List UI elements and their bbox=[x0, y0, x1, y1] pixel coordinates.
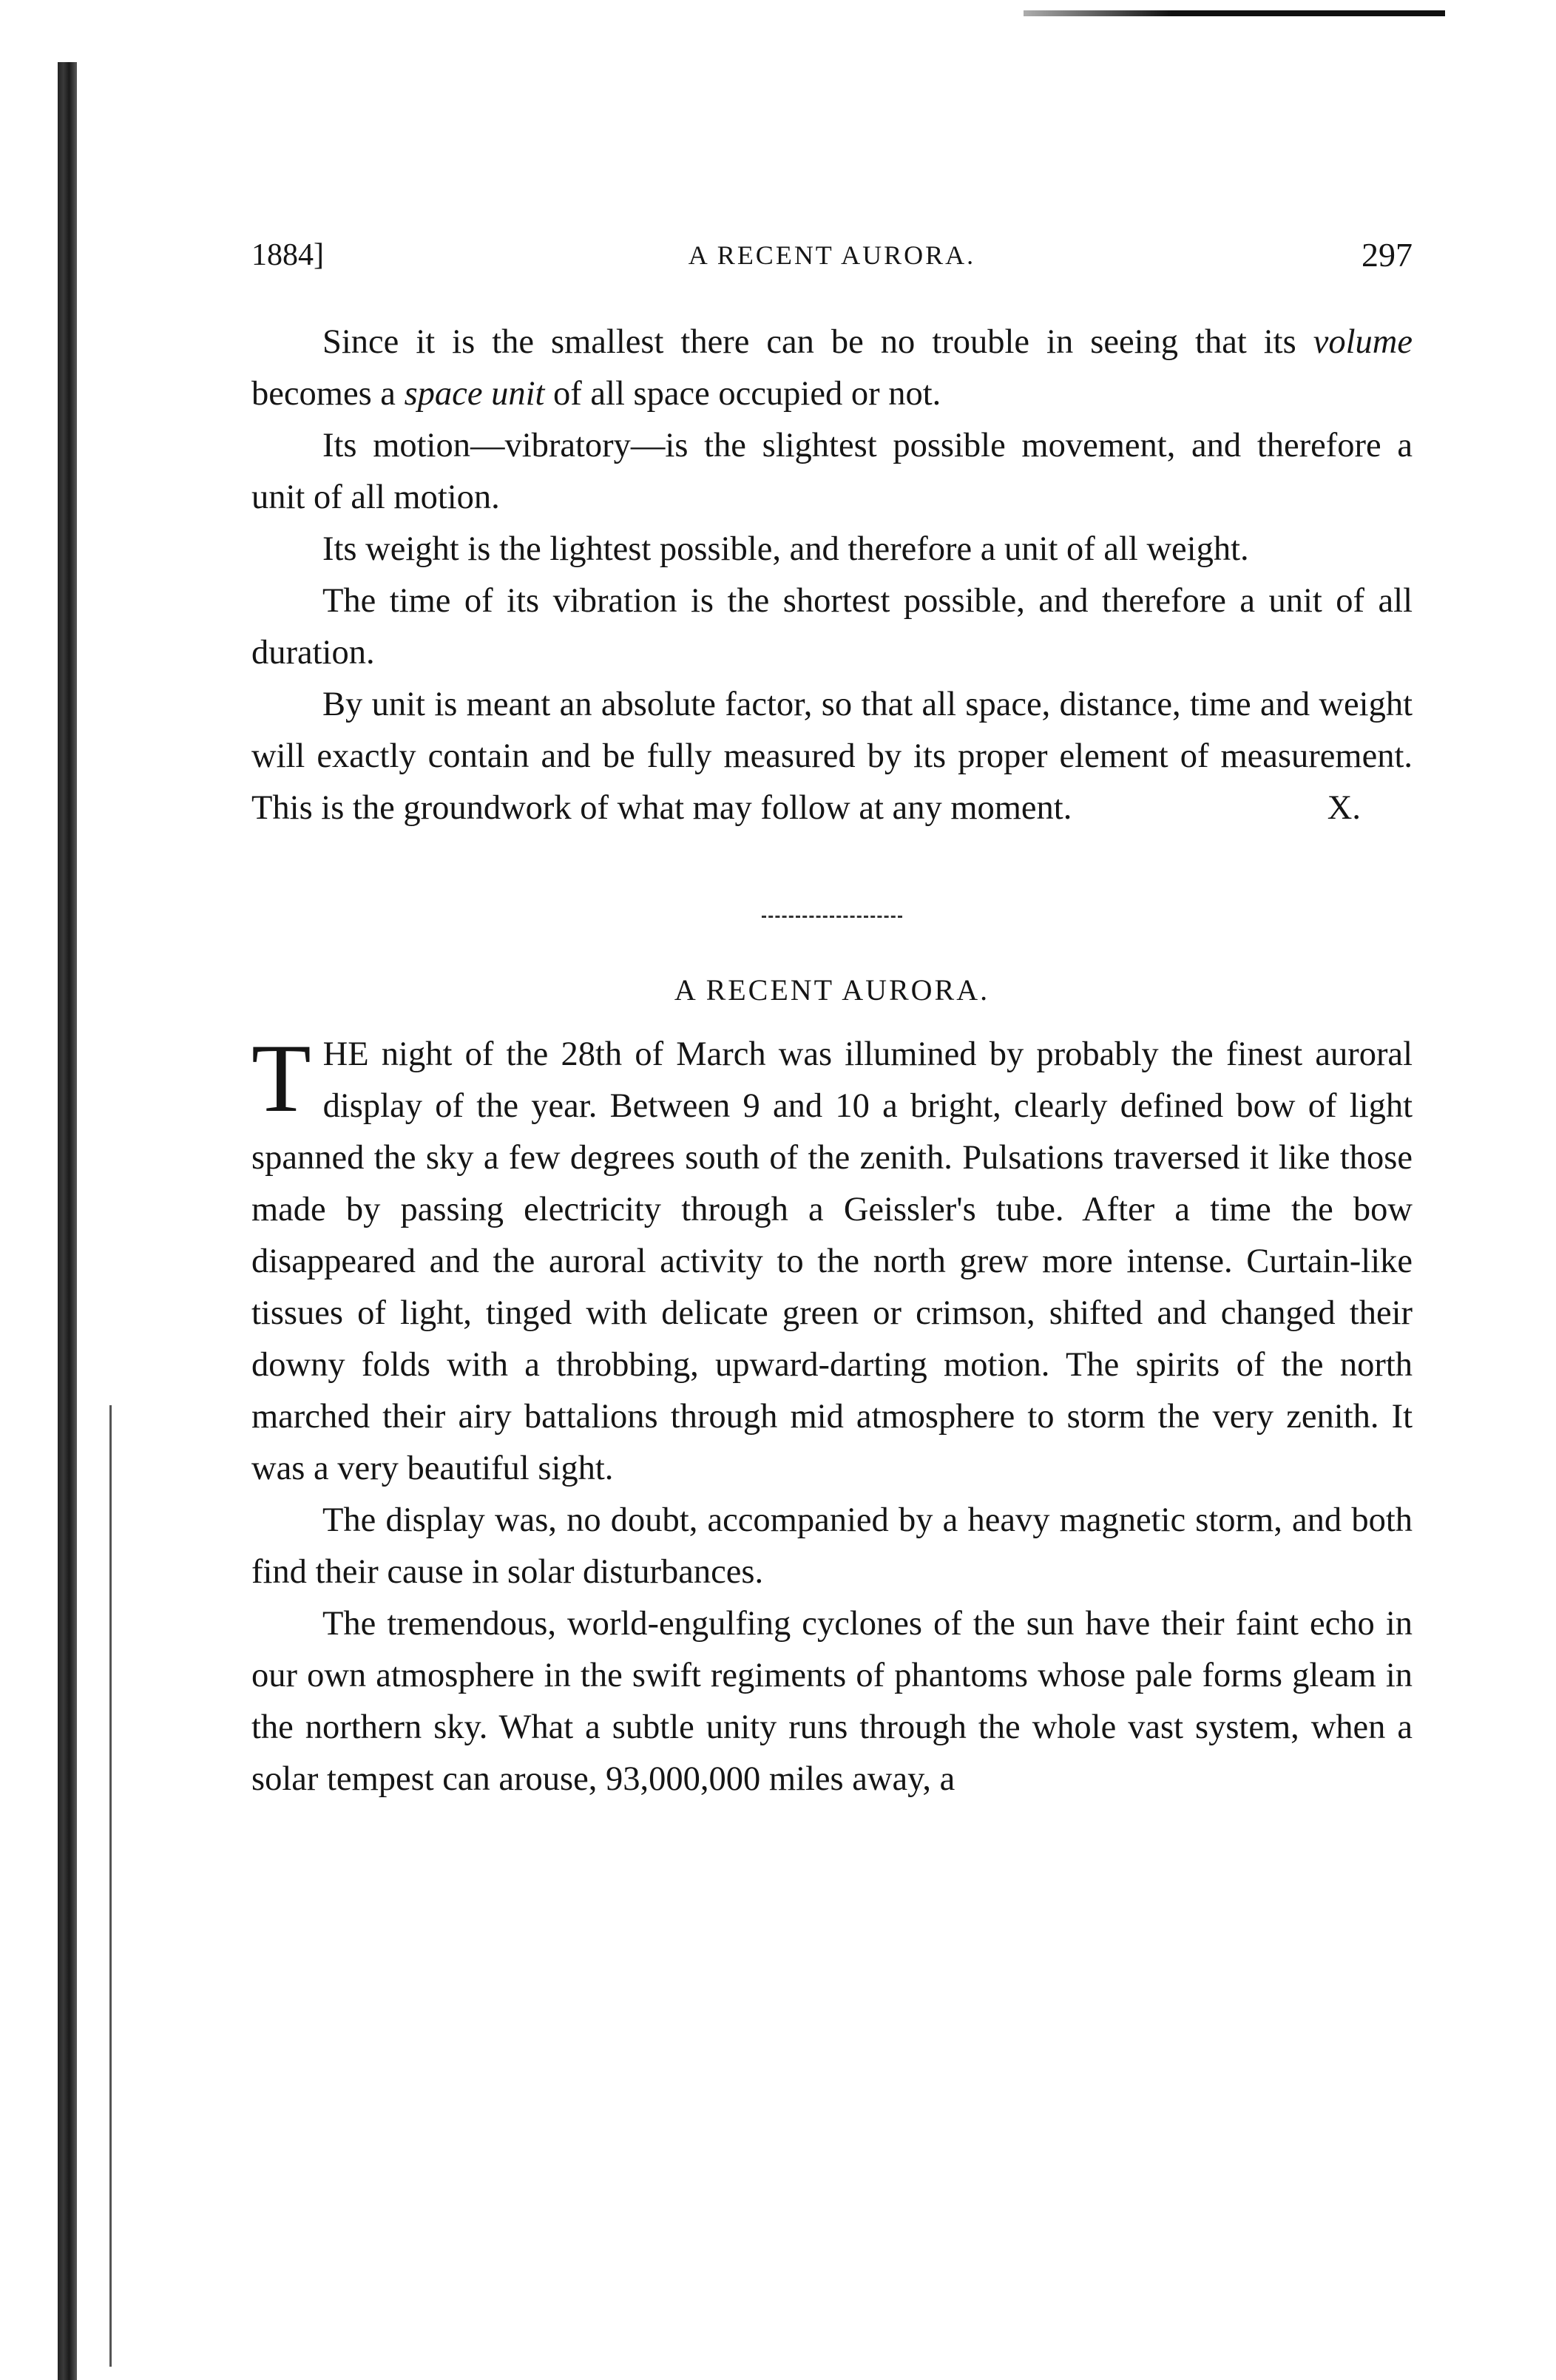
page-number: 297 bbox=[1362, 236, 1413, 274]
paragraph: The time of its vibration is the shortest possible, and therefore a unit of all duration. bbox=[251, 582, 1413, 672]
paragraph bbox=[251, 317, 1413, 420]
article-body bbox=[251, 1024, 1413, 1805]
top-edge-rule bbox=[1024, 10, 1445, 16]
drop-cap: T bbox=[251, 1024, 311, 1132]
text-run: By unit is meant an absolute factor, so that all space, distance, time and weight will exactly contain and be fully measured by its proper element of measurement. This is the groundwork of what may follow at any moment. bbox=[251, 686, 1413, 827]
article-title: A RECENT AURORA. bbox=[674, 973, 990, 1007]
text-run: of all space occupied or not. bbox=[544, 375, 941, 413]
text-run: becomes a bbox=[251, 375, 405, 413]
previous-article-ending bbox=[251, 317, 1413, 834]
paragraph: The display was, no doubt, accompanied by a heavy magnetic storm, and both find their cause in solar disturbances. bbox=[251, 1501, 1413, 1591]
author-signature: X. bbox=[1327, 789, 1361, 827]
running-head bbox=[251, 229, 1413, 281]
section-separator bbox=[762, 916, 902, 918]
text-run: Since it is the smallest there can be no trouble in seeing that its bbox=[322, 323, 1313, 361]
italic-text: space unit bbox=[404, 375, 545, 413]
paragraph bbox=[251, 679, 1413, 834]
paragraph bbox=[251, 1024, 1413, 1495]
italic-text: volume bbox=[1313, 323, 1413, 361]
paragraph: Its motion—vibratory—is the slightest possible movement, and therefore a unit of all motion. bbox=[251, 427, 1413, 516]
running-head-title: A RECENT AURORA. bbox=[688, 240, 976, 270]
book-page bbox=[251, 229, 1413, 1805]
binding-edge-shadow bbox=[58, 62, 77, 2380]
text-run: HE night of the 28th of March was illumined by probably the finest auroral display of the year. Between 9 and 10 a bright, clearly defined bow of light spanned the sky a few degrees south of the zenith. Pulsations traversed it like those made by passing electricity through a Geissler's tube. After a time the bow disappeared and the auroral activity to the north grew more intense. Curtain-like tissues of light, tinged with delicate green or crimson, shifted and changed their downy folds with a throbbing, upward-darting motion. The spirits of the north marched their airy battalions through mid atmosphere to storm the very zenith. It was a very beautiful sight. bbox=[251, 1035, 1413, 1487]
binding-edge-line bbox=[109, 1405, 112, 2367]
running-head-year: 1884] bbox=[251, 238, 324, 272]
paragraph: Its weight is the lightest possible, and therefore a unit of all weight. bbox=[322, 530, 1249, 568]
paragraph: The tremendous, world-engulfing cyclones of the sun have their faint echo in our own atmosphere in the swift regiments of phantoms whose pale forms gleam in the northern sky. What a subtle unity runs through the whole vast system, when a solar tempest can arouse, 93,000,000 miles away, a bbox=[251, 1605, 1413, 1798]
